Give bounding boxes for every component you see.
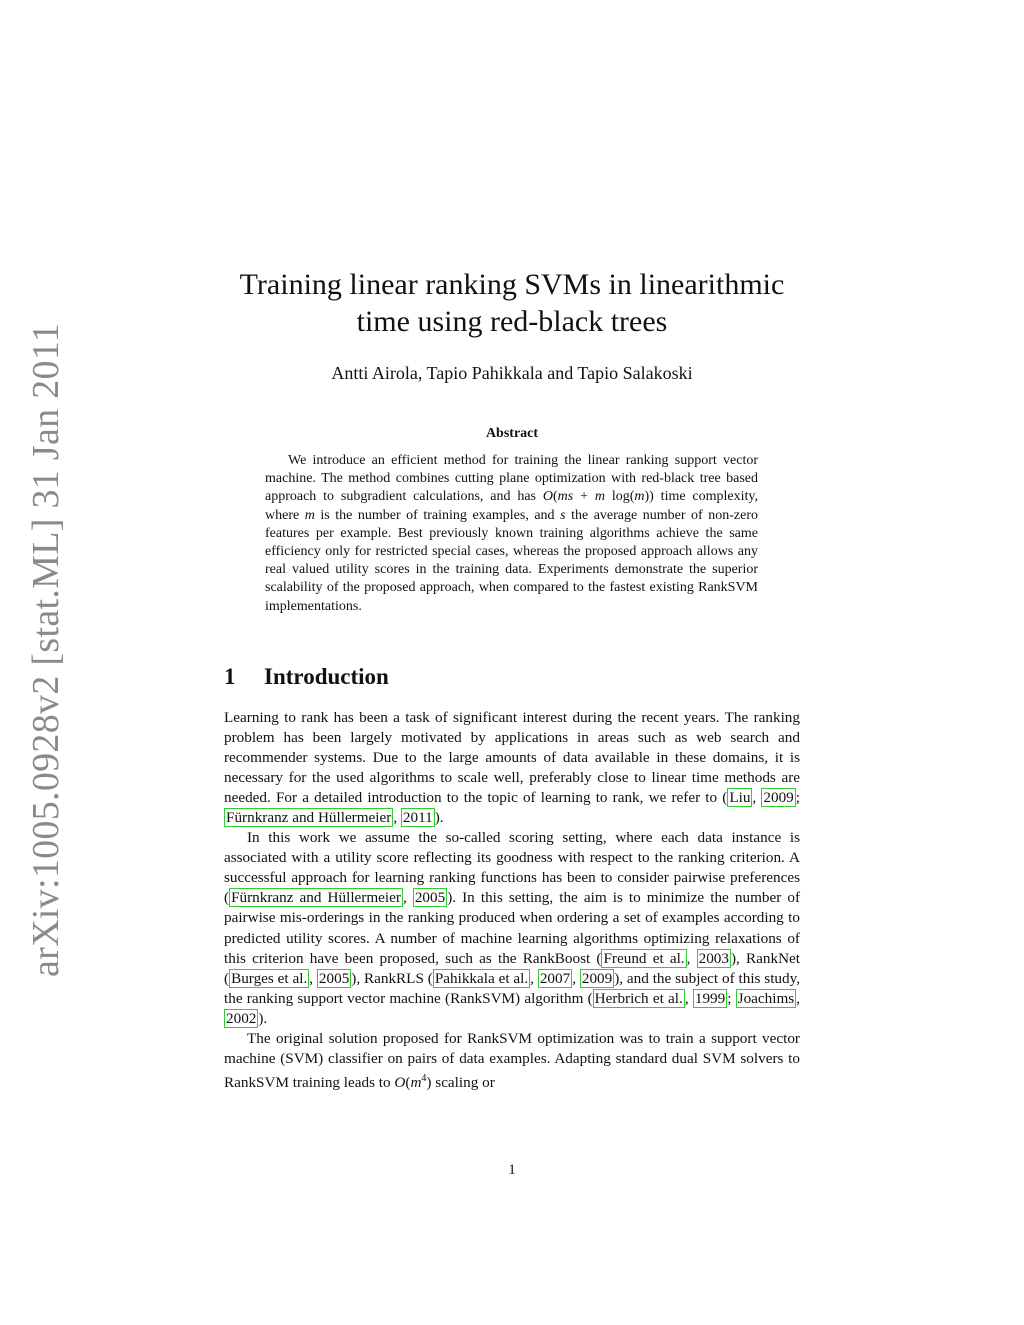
citation-link[interactable]: Herbrich et al. [594, 989, 683, 1007]
title-line-2: time using red-black trees [356, 305, 668, 338]
paragraph-text: The original solution proposed for RankSVM optimization was to train a support vector machine (SVM) classifier on pairs of data examples. Adapting standard dual SVM solvers to RankSVM training leads to [224, 1029, 800, 1091]
body-text [224, 708, 800, 1093]
math-var: ms [557, 489, 574, 505]
citation-separator: , [686, 949, 697, 967]
section-heading [224, 664, 389, 690]
citation-link[interactable]: Burges et al. [231, 969, 308, 987]
math-var: m [304, 507, 315, 523]
paragraph-text: In this work we assume the so-called scoring setting, where each data instance is associated with a utility score reflecting its goodness with respect to the ranking criterion. A successful approach for learning ranking functions has been to consider pairwise preferences ( [224, 829, 800, 907]
math-var: s [560, 507, 566, 523]
citation-separator: , [309, 969, 317, 987]
math-op: log( [604, 489, 635, 505]
paragraph-2 [224, 828, 800, 1028]
citation-link[interactable]: 2011 [402, 809, 433, 827]
paragraph-text: ). [258, 1009, 268, 1027]
paragraph-text: ), and the subject of this study, the ranking support vector machine (RankSVM) algorithm ( [224, 969, 801, 1007]
citation-separator: , [684, 989, 693, 1007]
page-number: 1 [508, 1162, 516, 1178]
paragraph-text: scaling or [431, 1073, 495, 1091]
paragraph-1 [224, 708, 800, 828]
math-o: O [394, 1073, 406, 1091]
citation-separator: , [796, 989, 800, 1007]
citation-link[interactable]: Pahikkala et al. [434, 969, 529, 987]
citation-separator: , [402, 889, 413, 907]
math-o: O [542, 489, 553, 505]
citation-separator: ; [727, 989, 736, 1007]
citation-separator: ; [795, 789, 800, 807]
math-paren: ( [553, 489, 558, 505]
math-paren: )) [644, 489, 654, 505]
section-title: Introduction [264, 664, 389, 689]
citation-link[interactable]: Freund et al. [603, 949, 685, 967]
citation-link[interactable]: Fürnkranz and Hüllermeier [226, 809, 392, 827]
title-line-1: Training linear ranking SVMs in linearithmic [239, 268, 785, 301]
abstract-text: is the number of training examples, and [314, 507, 561, 523]
citation-link[interactable]: 1999 [694, 989, 726, 1007]
citation-link[interactable]: Fürnkranz and Hüllermeier [231, 889, 401, 907]
math-exponent: 4 [421, 1072, 427, 1084]
abstract-text: the average number of non-zero features per example. Best previously known training algorithms achieve the same efficiency only for restricted special cases, whereas the proposed approach allows any real valued utility scores in the training data. Experiments demonstrate the superior scalability of the proposed approach, when compared to the fastest existing RankSVM implementations. [265, 507, 758, 614]
citation-separator: , [752, 789, 762, 807]
citation-link[interactable]: 2005 [414, 889, 446, 907]
paragraph-text: Learning to rank has been a task of significant interest during the recent years. The ranking problem has been largely motivated by applications in areas such as web search and recommender systems. Due to the large amounts of data available in these domains, it is necessary for the used algorithms to scale well, preferably close to linear time methods are needed. For a detailed introduction to the topic of learning to rank, we refer to ( [224, 709, 800, 807]
citation-separator: , [393, 809, 401, 827]
citation-link[interactable]: 2009 [763, 789, 794, 807]
citation-link[interactable]: 2005 [318, 969, 350, 987]
abstract-text: We introduce an efficient method for training the linear ranking support vector machine. The method combines cutting plane optimization with red-black tree based approach to subgradient calculations, and has [265, 453, 758, 505]
citation-separator: , [530, 969, 538, 987]
citation-link[interactable]: 2007 [539, 969, 571, 987]
paragraph-text: ). [434, 809, 444, 827]
math-paren: ) [426, 1073, 432, 1091]
math-var: m [594, 489, 605, 505]
citation-link[interactable]: Liu [729, 789, 751, 807]
section-number: 1 [224, 664, 236, 689]
citation-link[interactable]: 2003 [698, 949, 729, 967]
abstract-text: time complexity, where [265, 489, 758, 523]
math-paren: ( [405, 1073, 411, 1091]
citation-separator: , [572, 969, 580, 987]
math-var: m [410, 1073, 422, 1091]
abstract-heading: Abstract [485, 426, 539, 441]
math-op: + [573, 489, 595, 505]
paper-title [200, 266, 824, 340]
math-var: m [634, 489, 645, 505]
citation-link[interactable]: Joachims [737, 989, 795, 1007]
arxiv-stamp: arXiv:1005.0928v2 [stat.ML] 31 Jan 2011 [25, 322, 67, 978]
abstract-body [265, 452, 758, 616]
paragraph-3 [224, 1029, 800, 1093]
authors: Antti Airola, Tapio Pahikkala and Tapio Salakoski [331, 363, 693, 383]
paragraph-text: ), RankRLS ( [351, 969, 433, 987]
paragraph-text: ). In this setting, the aim is to minimize the number of pairwise mis-orderings in the ranking produced when ordering a set of examples according to predicted utility scores. A number of machine learning algorithms optimizing relaxations of this criterion have been proposed, such as the RankBoost ( [224, 889, 800, 967]
paragraph-text: ), RankNet ( [224, 949, 800, 987]
citation-link[interactable]: 2002 [226, 1009, 257, 1027]
citation-link[interactable]: 2009 [581, 969, 613, 987]
